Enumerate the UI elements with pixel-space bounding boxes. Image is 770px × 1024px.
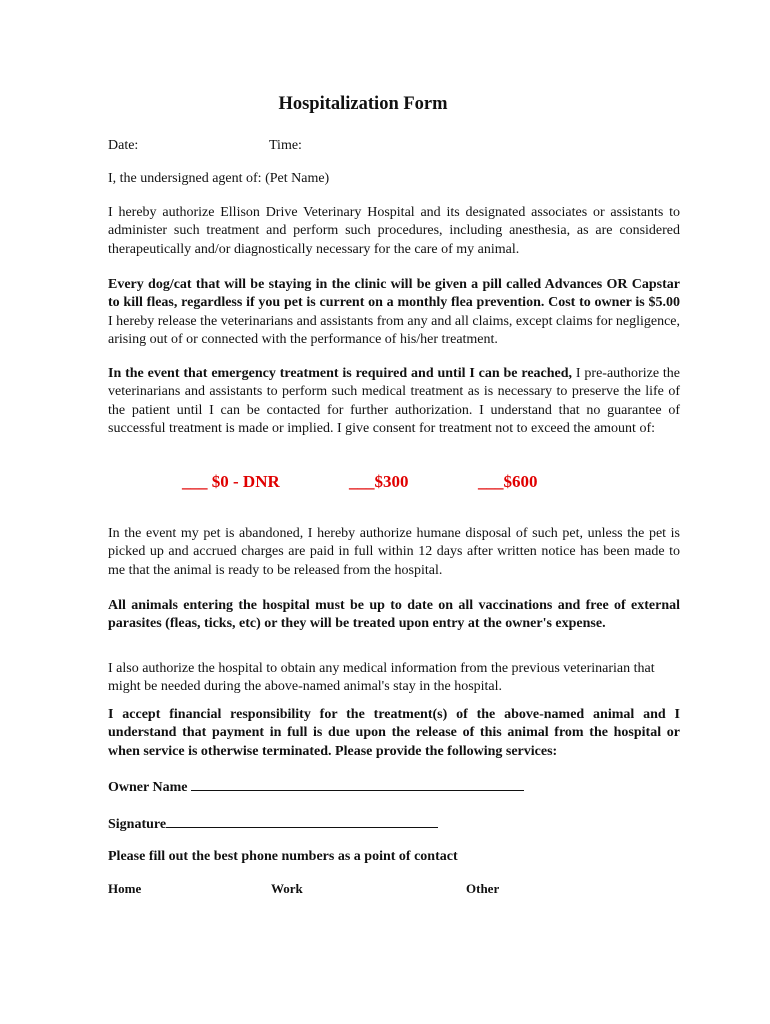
signature-row xyxy=(108,814,438,834)
date-label: Date: xyxy=(108,138,139,153)
work-phone-label: Work xyxy=(271,881,303,896)
amount-option-600[interactable]: ___$600 xyxy=(478,472,538,491)
flea-paragraph xyxy=(108,276,680,349)
financial-paragraph: I accept financial responsibility for the treatment(s) of the above-named animal and I understand that payment in full is due upon the release of this animal from the hospital or when service is otherwise terminated. Please provide the following services: xyxy=(108,707,680,759)
owner-name-label: Owner Name xyxy=(108,780,188,795)
agent-line: I, the undersigned agent of: (Pet Name) xyxy=(108,171,330,186)
emergency-bold-text: In the event that emergency treatment is required and until I can be reached, xyxy=(108,366,573,381)
abandoned-paragraph: In the event my pet is abandoned, I hereby authorize humane disposal of such pet, unless the pet is picked up and accrued charges are paid in full within 12 days after written notice has been made to me that the animal is ready to be released from the hospital. xyxy=(108,526,680,578)
owner-name-field[interactable] xyxy=(191,777,524,791)
signature-field[interactable] xyxy=(166,814,438,828)
signature-label: Signature xyxy=(108,817,167,832)
home-phone-label: Home xyxy=(108,881,142,896)
time-label: Time: xyxy=(269,138,302,153)
form-title: Hospitalization Form xyxy=(278,94,448,114)
owner-name-row xyxy=(108,777,524,797)
authorize-paragraph: I hereby authorize Ellison Drive Veterinary Hospital and its designated associates or assistants to administer such treatment and perform such procedures, including anesthesia, as are considered therapeutically and/or diagnostically necessary for the care of my animal. xyxy=(108,205,680,257)
vaccination-paragraph: All animals entering the hospital must be up to date on all vaccinations and free of external parasites (fleas, ticks, etc) or they will be treated upon entry at the owner's expense. xyxy=(108,598,680,632)
amount-option-300[interactable]: ___$300 xyxy=(349,472,409,491)
emergency-paragraph xyxy=(108,365,680,438)
flea-normal-text: I hereby release the veterinarians and assistants from any and all claims, except claims for negligence, arising out of or connected with the performance of his/her treatment. xyxy=(108,313,680,347)
amount-option-dnr[interactable]: ___ $0 - DNR xyxy=(182,472,280,491)
medical-info-paragraph: I also authorize the hospital to obtain any medical information from the previous veterinarian that might be needed during the above-named animal's stay in the hospital. xyxy=(108,661,655,695)
phone-heading: Please fill out the best phone numbers as a point of contact xyxy=(108,849,458,864)
emergency-normal-text: I pre-authorize the veterinarians and assistants to perform such medical treatment as is necessary to preserve the life of the patient until I can be contacted for further authorization. I understand that no guarantee of successful treatment is made or implied. I give consent for treatment not to exceed the amount of: xyxy=(108,366,680,436)
flea-bold-text: Every dog/cat that will be staying in the clinic will be given a pill called Advances OR Capstar to kill fleas, regardless if you pet is current on a monthly flea prevention. Cost to owner is $5.00 xyxy=(108,277,680,311)
other-phone-label: Other xyxy=(466,881,500,896)
